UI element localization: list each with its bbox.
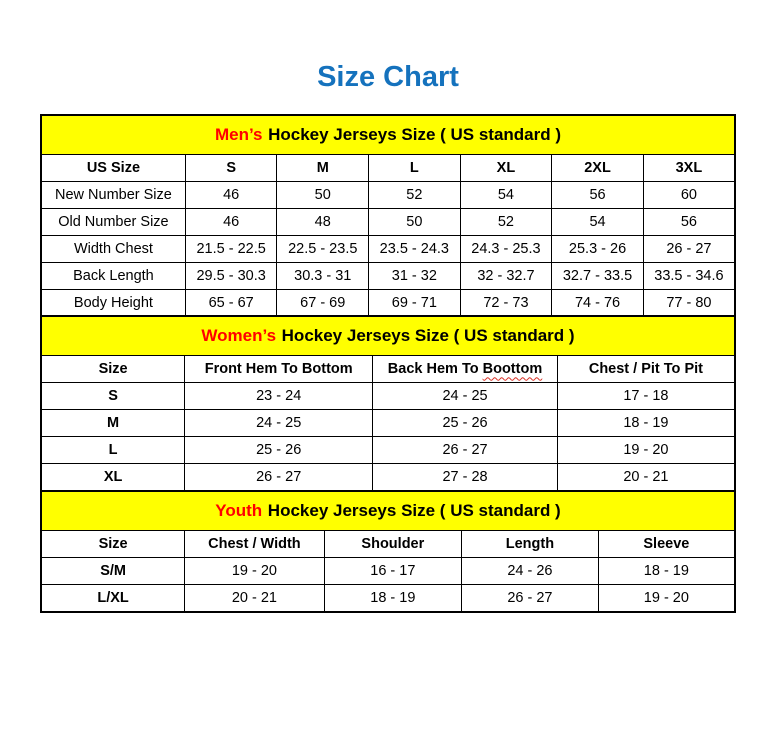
mens-row <box>41 181 735 208</box>
mens-column-header: 2XL <box>552 154 644 181</box>
mens-value-cell: 48 <box>277 208 369 235</box>
youth-value-cell: 16 - 17 <box>324 557 461 584</box>
mens-row <box>41 262 735 289</box>
youth-value-cell: 20 - 21 <box>185 584 324 612</box>
womens-value-cell: 26 - 27 <box>373 437 558 464</box>
womens-column-header: Size <box>41 356 185 383</box>
mens-heading-rest: Hockey Jerseys Size ( US standard ) <box>268 124 562 144</box>
womens-size-table <box>40 315 736 492</box>
youth-row-label: L/XL <box>41 584 185 612</box>
youth-column-header: Length <box>462 530 599 557</box>
mens-value-cell: 50 <box>369 208 461 235</box>
mens-column-header: XL <box>460 154 552 181</box>
youth-value-cell: 18 - 19 <box>324 584 461 612</box>
youth-value-cell: 18 - 19 <box>598 557 735 584</box>
mens-column-header: 3XL <box>643 154 735 181</box>
womens-column-header: Front Hem To Bottom <box>185 356 373 383</box>
womens-value-cell: 17 - 18 <box>557 383 735 410</box>
mens-value-cell: 26 - 27 <box>643 235 735 262</box>
mens-row-label: Body Height <box>41 289 185 317</box>
womens-row-label: M <box>41 410 185 437</box>
mens-value-cell: 54 <box>552 208 644 235</box>
womens-row-label: XL <box>41 464 185 492</box>
youth-section-heading <box>41 491 735 531</box>
womens-column-header-text: Back Hem To <box>387 361 483 378</box>
womens-value-cell: 18 - 19 <box>557 410 735 437</box>
mens-value-cell: 74 - 76 <box>552 289 644 317</box>
mens-column-header: S <box>185 154 277 181</box>
womens-row-label: L <box>41 437 185 464</box>
mens-heading-highlight: Men’s <box>214 124 263 144</box>
womens-value-cell: 24 - 25 <box>185 410 373 437</box>
size-chart-tables <box>40 114 736 613</box>
size-chart-page <box>0 62 776 613</box>
mens-value-cell: 50 <box>277 181 369 208</box>
mens-column-header: M <box>277 154 369 181</box>
womens-value-cell: 19 - 20 <box>557 437 735 464</box>
mens-row-label: Old Number Size <box>41 208 185 235</box>
mens-value-cell: 21.5 - 22.5 <box>185 235 277 262</box>
youth-value-cell: 26 - 27 <box>462 584 599 612</box>
mens-size-table <box>40 114 736 318</box>
womens-row-label: S <box>41 383 185 410</box>
mens-value-cell: 54 <box>460 181 552 208</box>
mens-row-label: Back Length <box>41 262 185 289</box>
youth-column-header: Sleeve <box>598 530 735 557</box>
mens-row <box>41 289 735 317</box>
mens-row <box>41 208 735 235</box>
youth-value-cell: 19 - 20 <box>598 584 735 612</box>
womens-column-header-row <box>41 356 735 383</box>
womens-row <box>41 410 735 437</box>
mens-value-cell: 22.5 - 23.5 <box>277 235 369 262</box>
youth-column-header-row <box>41 530 735 557</box>
womens-row <box>41 383 735 410</box>
mens-value-cell: 24.3 - 25.3 <box>460 235 552 262</box>
womens-value-cell: 27 - 28 <box>373 464 558 492</box>
youth-row <box>41 557 735 584</box>
mens-column-header: US Size <box>41 154 185 181</box>
mens-value-cell: 23.5 - 24.3 <box>369 235 461 262</box>
youth-size-table <box>40 490 736 613</box>
youth-row <box>41 584 735 612</box>
womens-column-header: Chest / Pit To Pit <box>557 356 735 383</box>
youth-value-cell: 19 - 20 <box>185 557 324 584</box>
mens-value-cell: 46 <box>185 208 277 235</box>
womens-value-cell: 26 - 27 <box>185 464 373 492</box>
mens-row <box>41 235 735 262</box>
youth-value-cell: 24 - 26 <box>462 557 599 584</box>
youth-column-header: Shoulder <box>324 530 461 557</box>
youth-heading-highlight: Youth <box>215 500 263 520</box>
youth-heading-rest: Hockey Jerseys Size ( US standard ) <box>267 500 561 520</box>
womens-row <box>41 464 735 492</box>
mens-column-header: L <box>369 154 461 181</box>
mens-value-cell: 30.3 - 31 <box>277 262 369 289</box>
womens-row <box>41 437 735 464</box>
mens-value-cell: 60 <box>643 181 735 208</box>
womens-heading-highlight: Women’s <box>201 326 277 346</box>
mens-row-label: Width Chest <box>41 235 185 262</box>
page-title: Size Chart <box>317 61 459 93</box>
womens-value-cell: 23 - 24 <box>185 383 373 410</box>
mens-value-cell: 33.5 - 34.6 <box>643 262 735 289</box>
mens-value-cell: 72 - 73 <box>460 289 552 317</box>
mens-column-header-row <box>41 154 735 181</box>
womens-value-cell: 24 - 25 <box>373 383 558 410</box>
womens-value-cell: 25 - 26 <box>185 437 373 464</box>
mens-value-cell: 52 <box>460 208 552 235</box>
misspelled-word: Boottom <box>482 361 543 378</box>
mens-value-cell: 25.3 - 26 <box>552 235 644 262</box>
youth-column-header: Size <box>41 530 185 557</box>
mens-value-cell: 67 - 69 <box>277 289 369 317</box>
mens-value-cell: 69 - 71 <box>369 289 461 317</box>
womens-section-band <box>41 316 735 356</box>
mens-value-cell: 29.5 - 30.3 <box>185 262 277 289</box>
youth-section-band <box>41 491 735 531</box>
womens-value-cell: 25 - 26 <box>373 410 558 437</box>
womens-column-header <box>373 356 558 383</box>
mens-value-cell: 31 - 32 <box>369 262 461 289</box>
mens-value-cell: 77 - 80 <box>643 289 735 317</box>
womens-heading-rest: Hockey Jerseys Size ( US standard ) <box>281 326 575 346</box>
mens-value-cell: 32.7 - 33.5 <box>552 262 644 289</box>
mens-value-cell: 65 - 67 <box>185 289 277 317</box>
mens-value-cell: 56 <box>552 181 644 208</box>
mens-value-cell: 32 - 32.7 <box>460 262 552 289</box>
mens-value-cell: 56 <box>643 208 735 235</box>
mens-value-cell: 46 <box>185 181 277 208</box>
womens-value-cell: 20 - 21 <box>557 464 735 492</box>
mens-section-band <box>41 115 735 155</box>
womens-section-heading <box>41 316 735 356</box>
mens-section-heading <box>41 115 735 155</box>
mens-row-label: New Number Size <box>41 181 185 208</box>
youth-row-label: S/M <box>41 557 185 584</box>
youth-column-header: Chest / Width <box>185 530 324 557</box>
mens-value-cell: 52 <box>369 181 461 208</box>
